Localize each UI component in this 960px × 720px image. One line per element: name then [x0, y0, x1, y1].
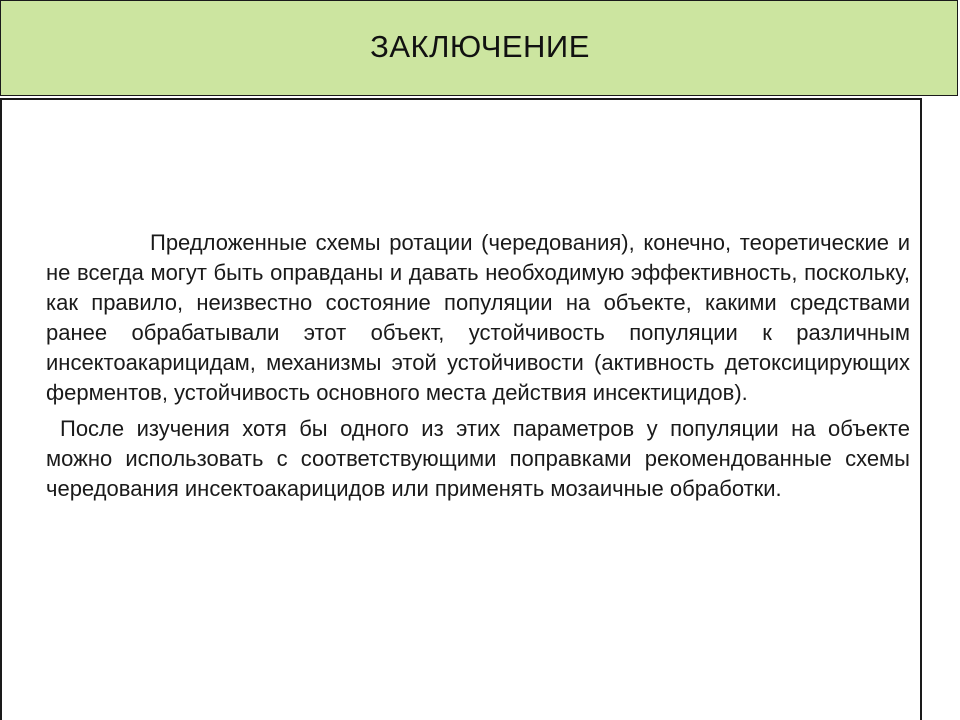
body-text [46, 228, 910, 504]
right-margin-strip [922, 96, 960, 720]
slide-title: ЗАКЛЮЧЕНИЕ [370, 29, 590, 64]
paragraph-rotation-schemes: Предложенные схемы ротации (чередования), конечно, теоретические и не всегда могут быть оправданы и давать необходимую эффективность, поскольку, как правило, неизвестно состояние популяции на объекте, какими средствами ранее обрабатывали этот объект, устойчивость популяции к различным инсектоакарицидам, механизмы этой устойчивости (активность детоксицирующих ферментов, устойчивость основного места действия инсектицидов). [46, 230, 910, 405]
title-bar [0, 0, 958, 96]
paragraph-after-study: После изучения хотя бы одного из этих параметров у популяции на объекте можно использовать с соответствующими поправками рекомендованные схемы чередования инсектоакарицидов или применять мозаичные обработки. [46, 416, 910, 501]
